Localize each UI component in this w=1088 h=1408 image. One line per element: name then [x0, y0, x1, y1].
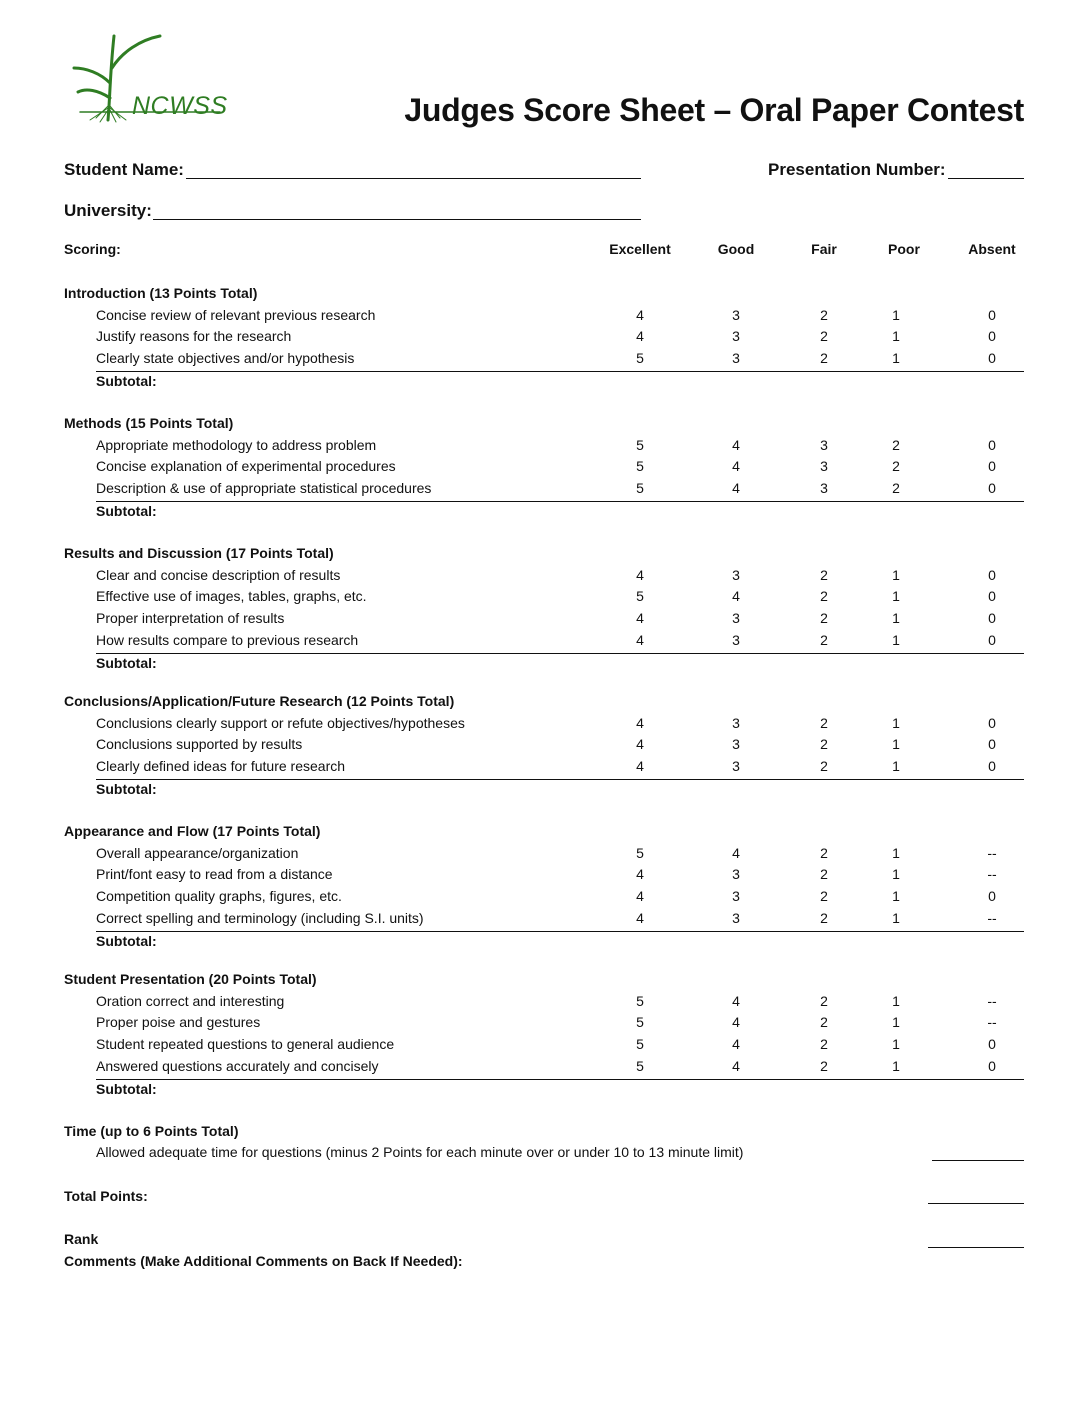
score-option[interactable]: 0: [988, 1036, 996, 1053]
criterion-row: [96, 1058, 1024, 1080]
score-option[interactable]: 1: [892, 328, 900, 345]
criterion-label: Conclusions clearly support or refute objectives/hypotheses: [96, 714, 465, 731]
score-option[interactable]: 1: [892, 566, 900, 583]
presentation-number-label: Presentation Number:: [768, 160, 946, 179]
score-option[interactable]: --: [987, 844, 997, 861]
score-option[interactable]: 4: [636, 758, 644, 775]
score-option[interactable]: 5: [636, 436, 644, 453]
criterion-label: Proper interpretation of results: [96, 610, 285, 627]
criterion-row: [96, 437, 1024, 458]
score-option[interactable]: 3: [732, 350, 740, 367]
score-option[interactable]: 4: [732, 1057, 740, 1074]
criterion-label: Oration correct and interesting: [96, 992, 285, 1009]
criterion-label: Overall appearance/organization: [96, 844, 299, 861]
score-option[interactable]: 2: [820, 610, 828, 627]
presentation-number-line[interactable]: [948, 178, 1024, 179]
score-option[interactable]: 4: [636, 714, 644, 731]
score-option[interactable]: --: [987, 909, 997, 926]
score-option[interactable]: 4: [732, 992, 740, 1009]
score-option[interactable]: 5: [636, 1036, 644, 1053]
criterion-label: Print/font easy to read from a distance: [96, 866, 333, 883]
total-points-line[interactable]: [928, 1203, 1024, 1204]
score-option[interactable]: 1: [892, 631, 900, 648]
score-option[interactable]: 2: [892, 436, 900, 453]
score-option[interactable]: 1: [892, 992, 900, 1009]
score-option[interactable]: 1: [892, 909, 900, 926]
score-option[interactable]: --: [987, 866, 997, 883]
score-option[interactable]: 4: [636, 631, 644, 648]
column-fair: Fair: [811, 241, 837, 257]
criterion-row: [96, 715, 1024, 736]
section-title: Appearance and Flow (17 Points Total): [64, 823, 321, 839]
criterion-label: Concise review of relevant previous research: [96, 306, 376, 323]
score-option[interactable]: 1: [892, 1014, 900, 1031]
score-option[interactable]: 2: [820, 350, 828, 367]
score-option[interactable]: 1: [892, 350, 900, 367]
score-option[interactable]: 3: [732, 306, 740, 323]
subtotal-label: Subtotal:: [96, 932, 157, 949]
subtotal-label: Subtotal:: [96, 780, 157, 797]
score-option[interactable]: 0: [988, 458, 996, 475]
time-score-line[interactable]: [932, 1160, 1024, 1161]
time-description: Allowed adequate time for questions (minus 2 Points for each minute over or under 10 to 13 minute limit): [96, 1144, 744, 1160]
score-option[interactable]: 2: [820, 758, 828, 775]
score-option[interactable]: 1: [892, 736, 900, 753]
criterion-label: Proper poise and gestures: [96, 1014, 261, 1031]
time-title: Time (up to 6 Points Total): [64, 1123, 239, 1139]
criterion-row: [96, 1014, 1024, 1035]
criterion-label: Justify reasons for the research: [96, 328, 292, 345]
criterion-label: Effective use of images, tables, graphs, etc.: [96, 588, 367, 605]
score-option[interactable]: 1: [892, 588, 900, 605]
score-option[interactable]: 0: [988, 610, 996, 627]
score-option[interactable]: 2: [820, 566, 828, 583]
score-option[interactable]: 3: [732, 631, 740, 648]
criterion-label: Conclusions supported by results: [96, 736, 303, 753]
score-option[interactable]: 2: [820, 1036, 828, 1053]
score-option[interactable]: 4: [636, 306, 644, 323]
logo-text: NCWSS: [132, 92, 228, 120]
criterion-row: [96, 758, 1024, 780]
score-option[interactable]: 5: [636, 1057, 644, 1074]
score-option[interactable]: 0: [988, 714, 996, 731]
score-option[interactable]: 3: [732, 736, 740, 753]
rank-line[interactable]: [928, 1247, 1024, 1248]
score-option[interactable]: 4: [732, 458, 740, 475]
score-option[interactable]: 4: [636, 736, 644, 753]
score-option[interactable]: 3: [732, 328, 740, 345]
section-title: Results and Discussion (17 Points Total): [64, 545, 334, 561]
section-title: Conclusions/Application/Future Research (12 Points Total): [64, 693, 455, 709]
criterion-row: [96, 736, 1024, 757]
subtotal-label: Subtotal:: [96, 372, 157, 389]
student-name-label: Student Name:: [64, 160, 184, 179]
score-option[interactable]: 2: [820, 631, 828, 648]
criterion-label: Correct spelling and terminology (including S.I. units): [96, 909, 424, 926]
criterion-row: [96, 307, 1024, 328]
score-option[interactable]: 4: [732, 1036, 740, 1053]
subtotal-label: Subtotal:: [96, 654, 157, 671]
score-option[interactable]: 5: [636, 992, 644, 1009]
score-option[interactable]: 0: [988, 480, 996, 497]
criterion-row: [96, 1036, 1024, 1057]
criterion-row: [96, 993, 1024, 1014]
score-option[interactable]: 4: [732, 480, 740, 497]
comments-label: Comments (Make Additional Comments on Back If Needed):: [64, 1253, 463, 1269]
criterion-label: Concise explanation of experimental procedures: [96, 458, 396, 475]
score-option[interactable]: 2: [820, 844, 828, 861]
criterion-row: [96, 866, 1024, 887]
university-line[interactable]: [153, 219, 641, 220]
criterion-label: Competition quality graphs, figures, etc.: [96, 888, 342, 905]
score-option[interactable]: 2: [820, 992, 828, 1009]
criterion-row: [96, 632, 1024, 654]
subtotal-label: Subtotal:: [96, 1080, 157, 1097]
score-option[interactable]: 1: [892, 888, 900, 905]
score-option[interactable]: 3: [820, 480, 828, 497]
criterion-row: [96, 328, 1024, 349]
score-option[interactable]: 4: [636, 888, 644, 905]
score-option[interactable]: 2: [820, 306, 828, 323]
score-option[interactable]: 4: [732, 1014, 740, 1031]
total-points-label: Total Points:: [64, 1188, 148, 1204]
score-option[interactable]: 2: [892, 480, 900, 497]
score-option[interactable]: 5: [636, 480, 644, 497]
criterion-row: [96, 350, 1024, 372]
score-option[interactable]: 1: [892, 610, 900, 627]
score-option[interactable]: 5: [636, 844, 644, 861]
score-option[interactable]: 4: [636, 328, 644, 345]
score-option[interactable]: 2: [820, 736, 828, 753]
criterion-label: Description & use of appropriate statistical procedures: [96, 480, 432, 497]
score-option[interactable]: 4: [732, 844, 740, 861]
criterion-label: Student repeated questions to general audience: [96, 1036, 395, 1053]
score-option[interactable]: 4: [636, 566, 644, 583]
criterion-label: Answered questions accurately and concisely: [96, 1057, 379, 1074]
score-option[interactable]: 0: [988, 436, 996, 453]
score-option[interactable]: 0: [988, 758, 996, 775]
criterion-row: [96, 610, 1024, 631]
score-option[interactable]: 4: [636, 909, 644, 926]
score-option[interactable]: --: [987, 992, 997, 1009]
score-option[interactable]: 0: [988, 631, 996, 648]
section-title: Methods (15 Points Total): [64, 415, 234, 431]
column-poor: Poor: [888, 241, 920, 257]
criterion-row: [96, 910, 1024, 932]
score-option[interactable]: 3: [732, 714, 740, 731]
score-option[interactable]: 0: [988, 306, 996, 323]
scoring-label: Scoring:: [64, 241, 121, 257]
score-option[interactable]: 1: [892, 714, 900, 731]
criterion-row: [96, 588, 1024, 609]
column-excellent: Excellent: [609, 241, 671, 257]
score-option[interactable]: 0: [988, 736, 996, 753]
criterion-label: How results compare to previous research: [96, 631, 359, 648]
score-option[interactable]: 4: [732, 588, 740, 605]
score-option[interactable]: 3: [732, 566, 740, 583]
score-option[interactable]: 0: [988, 350, 996, 367]
score-option[interactable]: 2: [820, 888, 828, 905]
score-option[interactable]: 2: [820, 1014, 828, 1031]
criterion-label: Clearly state objectives and/or hypothesis: [96, 350, 355, 367]
score-option[interactable]: 5: [636, 1014, 644, 1031]
section-title: Introduction (13 Points Total): [64, 285, 258, 301]
score-option[interactable]: 2: [892, 458, 900, 475]
score-option[interactable]: 1: [892, 1057, 900, 1074]
student-name-line[interactable]: [186, 178, 641, 179]
score-option[interactable]: 0: [988, 888, 996, 905]
score-option[interactable]: 3: [732, 888, 740, 905]
score-option[interactable]: 2: [820, 588, 828, 605]
score-option[interactable]: 2: [820, 328, 828, 345]
score-option[interactable]: 3: [732, 909, 740, 926]
section-title: Student Presentation (20 Points Total): [64, 971, 317, 987]
score-option[interactable]: 3: [820, 458, 828, 475]
criterion-row: [96, 458, 1024, 479]
score-option[interactable]: 0: [988, 566, 996, 583]
score-option[interactable]: 5: [636, 588, 644, 605]
score-option[interactable]: --: [987, 1014, 997, 1031]
criterion-row: [96, 480, 1024, 502]
criterion-label: Clearly defined ideas for future research: [96, 758, 346, 775]
criterion-label: Appropriate methodology to address problem: [96, 436, 377, 453]
score-option[interactable]: 1: [892, 866, 900, 883]
criterion-row: [96, 567, 1024, 588]
university-label: University:: [64, 201, 152, 220]
column-absent: Absent: [968, 241, 1016, 257]
column-good: Good: [717, 241, 755, 257]
score-option[interactable]: 5: [636, 350, 644, 367]
score-option[interactable]: 0: [988, 328, 996, 345]
score-option[interactable]: 1: [892, 306, 900, 323]
score-option[interactable]: 3: [732, 758, 740, 775]
score-option[interactable]: 5: [636, 458, 644, 475]
score-option[interactable]: 2: [820, 909, 828, 926]
score-option[interactable]: 4: [636, 866, 644, 883]
criterion-row: [96, 888, 1024, 909]
score-option[interactable]: 4: [636, 610, 644, 627]
score-option[interactable]: 2: [820, 714, 828, 731]
score-option[interactable]: 4: [732, 436, 740, 453]
score-option[interactable]: 2: [820, 1057, 828, 1074]
criterion-row: [96, 845, 1024, 866]
criterion-label: Clear and concise description of results: [96, 566, 341, 583]
rank-label: Rank: [64, 1231, 99, 1247]
subtotal-label: Subtotal:: [96, 502, 157, 519]
score-option[interactable]: 0: [988, 1057, 996, 1074]
page-title: Judges Score Sheet – Oral Paper Contest: [404, 92, 1024, 128]
score-option[interactable]: 2: [820, 866, 828, 883]
score-option[interactable]: 1: [892, 1036, 900, 1053]
score-option[interactable]: 3: [732, 610, 740, 627]
score-option[interactable]: 1: [892, 758, 900, 775]
score-option[interactable]: 1: [892, 844, 900, 861]
score-option[interactable]: 3: [820, 436, 828, 453]
score-option[interactable]: 0: [988, 588, 996, 605]
score-option[interactable]: 3: [732, 866, 740, 883]
